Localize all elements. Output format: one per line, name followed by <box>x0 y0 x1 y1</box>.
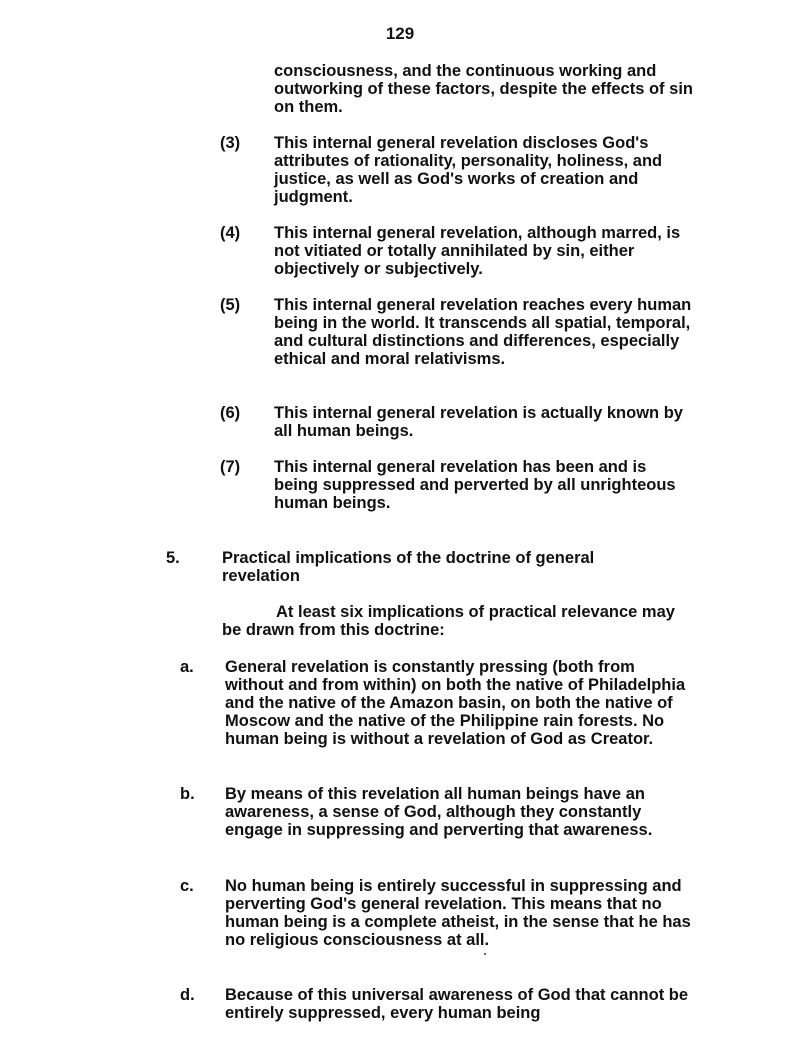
item-label: (7) <box>220 458 241 476</box>
item-label: (6) <box>220 404 241 422</box>
item-label: (4) <box>220 224 241 242</box>
section-title: Practical implications of the doctrine of general revelation <box>222 549 595 585</box>
continuation-paragraph: consciousness, and the continuous working and outworking of these factors, despite the effects of sin on them. <box>274 62 693 116</box>
item-label: a. <box>180 658 194 676</box>
item-text: This internal general revelation reaches every human being in the world. It transcends all spatial, temporal, and cultural distinctions and differences, especially ethical and moral relativisms. <box>274 296 692 368</box>
page-number: 129 <box>385 24 415 43</box>
item-text: This internal general revelation, although marred, is not vitiated or totally annihilated by sin, either objectively or subjectively. <box>274 224 681 278</box>
scan-speck <box>484 953 486 955</box>
item-text: This internal general revelation is actually known by all human beings. <box>274 404 683 440</box>
item-text: By means of this revelation all human beings have an awareness, a sense of God, although they constantly engage in suppressing and perverting that awareness. <box>225 785 653 839</box>
section-number: 5. <box>166 549 180 567</box>
item-label: (5) <box>220 296 241 314</box>
item-text: No human being is entirely successful in suppressing and perverting God's general revelation. This means that no human being is a complete atheist, in the sense that he has no religious consciousness at all. <box>225 877 691 949</box>
item-label: d. <box>180 986 195 1004</box>
item-text: General revelation is constantly pressing (both from without and from within) on both the native of Philadelphia and the native of the Amazon basin, on both the native of Moscow and the native of the Philippine rain forests. No human being is without a revelation of God as Creator. <box>225 658 686 748</box>
item-text: Because of this universal awareness of God that cannot be entirely suppressed, every human being <box>225 986 689 1022</box>
item-text: This internal general revelation has been and is being suppressed and perverted by all unrighteous human beings. <box>274 458 676 512</box>
item-label: (3) <box>220 134 241 152</box>
item-text: This internal general revelation discloses God's attributes of rationality, personality, holiness, and justice, as well as God's works of creation and judgment. <box>274 134 663 206</box>
section-intro: At least six implications of practical relevance may be drawn from this doctrine: <box>222 603 675 639</box>
item-label: b. <box>180 785 195 803</box>
item-label: c. <box>180 877 194 895</box>
